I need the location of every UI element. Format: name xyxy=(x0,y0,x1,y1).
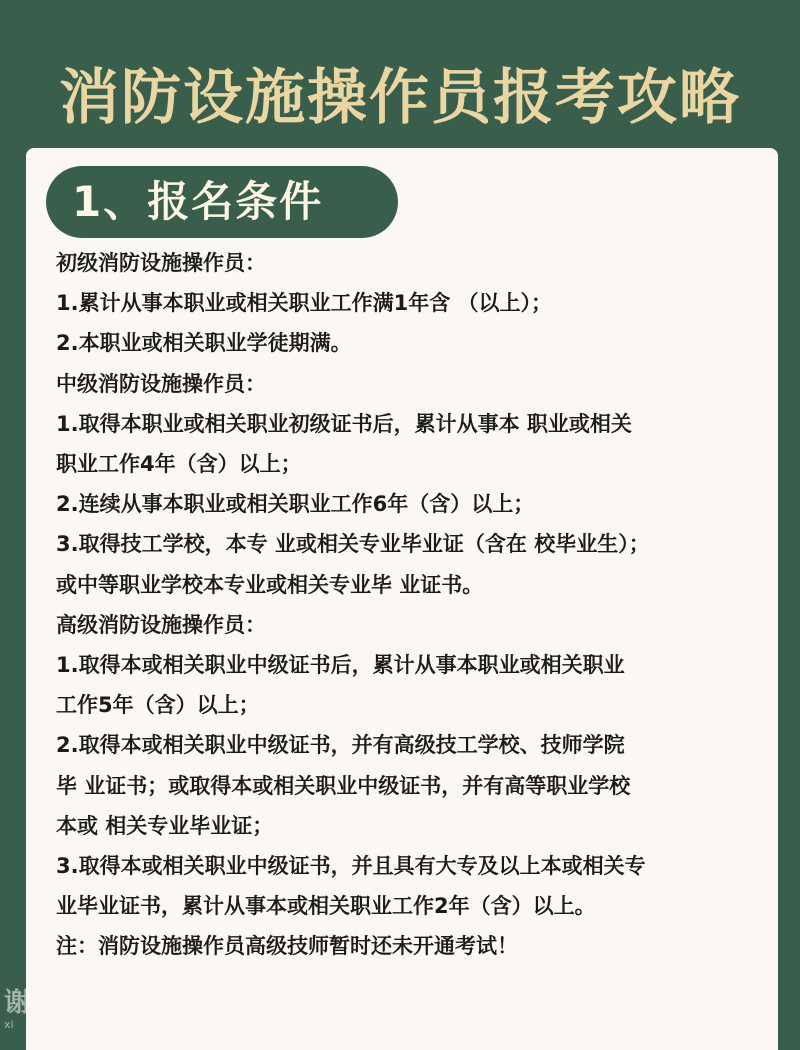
text-line: 2.连续从事本职业或相关职业工作6年（含）以上； xyxy=(56,492,535,517)
page-title: 消防设施操作员报考攻略 xyxy=(59,63,741,133)
text-line: 工作5年（含）以上； xyxy=(56,693,260,718)
level-heading-junior: 初级消防设施操作员： xyxy=(56,251,266,275)
watermark-main: 谢 xyxy=(4,988,31,1018)
section-heading-registration: 1、报名条件 xyxy=(46,166,398,238)
content-card xyxy=(26,148,778,1050)
text-line: 毕 业证书；或取得本或相关职业中级证书，并有高等职业学校 xyxy=(56,773,631,798)
text-line: 3.取得技工学校，本专 业或相关专业毕业证（含在 校毕业生）； xyxy=(56,532,650,557)
text-line: 业毕业证书，累计从事本或相关职业工作2年（含）以上。 xyxy=(56,894,596,919)
note-line: 注：消防设施操作员高级技师暂时还未开通考试！ xyxy=(56,934,518,959)
text-line: 本或 相关专业毕业证； xyxy=(56,813,274,838)
text-line: 1.取得本职业或相关职业初级证书后，累计从事本 职业或相关 xyxy=(56,411,632,436)
watermark-sub: xi xyxy=(4,1018,14,1031)
level-heading-senior: 高级消防设施操作员： xyxy=(56,612,266,637)
text-line: 1.取得本或相关职业中级证书后，累计从事本职业或相关职业 xyxy=(56,653,625,678)
text-line: 1.累计从事本职业或相关职业工作满1年含 （以上）； xyxy=(56,291,553,316)
watermark-logo xyxy=(4,988,60,1040)
text-line: 2.取得本或相关职业中级证书，并有高级技工学校、技师学院 xyxy=(56,733,625,758)
level-heading-intermediate: 中级消防设施操作员： xyxy=(56,371,266,396)
text-line: 3.取得本或相关职业中级证书，并且具有大专及以上本或相关专 xyxy=(56,854,646,879)
text-line: 或中等职业学校本专业或相关专业毕 业证书。 xyxy=(56,572,484,597)
text-line: 职业工作4年（含）以上； xyxy=(56,452,302,477)
text-line: 2.本职业或相关职业学徒期满。 xyxy=(56,331,352,356)
requirements-text xyxy=(56,243,776,967)
